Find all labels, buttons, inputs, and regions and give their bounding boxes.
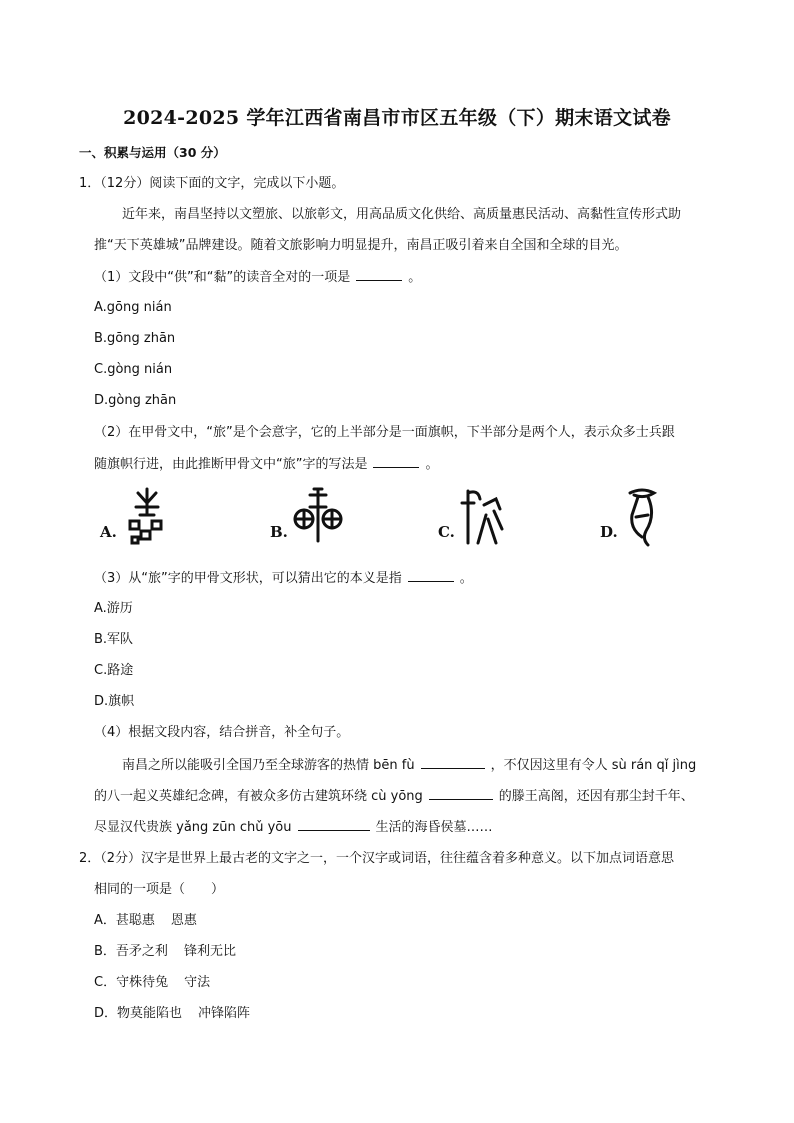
option-word-2: 冲锋陷阵 [198,1006,251,1021]
subquestion-3-end: 。 [459,571,473,586]
subquestion-4: （4）根据文段内容，结合拼音，补全句子。 [94,725,350,740]
option-label: C． [94,975,117,990]
oracle-glyph-a-icon [122,485,172,549]
fill-text: 的滕王高阁，还因有那尘封千年、 [498,789,694,804]
section-heading: 一、积累与运用（30 分） [79,145,226,160]
q2-option-a [94,911,197,931]
option-label: B． [94,944,116,959]
option-word-1: 守株待兔 [116,975,169,990]
option-word-1: 甚聪惠 [115,913,155,928]
option-d: D.gòng zhān [94,393,177,408]
oracle-glyph-b-icon [290,485,346,549]
subquestion-3 [94,568,473,589]
option-word-1: 物莫能陷也 [117,1006,183,1021]
answer-blank[interactable] [356,267,402,281]
option-c: C.gòng nián [94,362,173,377]
option-label: A． [94,913,116,928]
option-word-2: 锋利无比 [183,944,236,959]
option-word-2: 恩惠 [170,913,197,928]
fill-sentence-line-3 [94,817,493,838]
fill-sentence-line-2 [94,786,694,807]
fill-sentence-line-1 [122,755,696,776]
fill-text: 生活的海昏侯墓…… [375,820,493,835]
option-d: D.旗帜 [94,694,135,709]
subquestion-2-end: 。 [425,457,439,472]
passage-line-2: 推“天下英雄城”品牌建设。随着文旅影响力明显提升，南昌正吸引着来自全国和全球的目光。 [94,238,628,253]
glyph-label-a: A. [100,523,117,541]
glyph-options [100,483,700,553]
question-1-stem: 1．（12分）阅读下面的文字，完成以下小题。 [79,176,345,191]
subquestion-1-end: 。 [408,270,422,285]
q2-option-b [94,942,236,962]
glyph-label-d: D. [600,523,618,541]
option-b: B.gōng zhān [94,331,176,346]
subquestion-1 [94,267,421,288]
q2-option-c [94,973,210,993]
option-a: A.gōng nián [94,300,172,315]
passage-line-1: 近年来，南昌坚持以文塑旅、以旅彰文，用高品质文化供给、高质量惠民活动、高黏性宣传形式助 [122,207,682,222]
q2-option-d [94,1004,250,1024]
answer-blank[interactable] [421,755,485,769]
option-word-2: 守法 [184,975,211,990]
glyph-label-b: B. [270,523,288,541]
option-c: C.路途 [94,663,134,678]
option-label: D． [94,1006,118,1021]
subquestion-1-text: （1）文段中“供”和“黏”的读音全对的一项是 [94,270,351,285]
option-b: B.军队 [94,632,134,647]
option-a: A.游历 [94,601,133,616]
answer-blank[interactable] [298,817,370,831]
glyph-label-c: C. [438,523,455,541]
answer-blank[interactable] [408,568,454,582]
answer-blank[interactable] [429,786,493,800]
option-word-1: 吾矛之利 [115,944,168,959]
subquestion-2-text: 随旗帜行进，由此推断甲骨文中“旅”字的写法是 [94,457,368,472]
oracle-glyph-d-icon [622,485,662,549]
answer-blank[interactable] [373,454,419,468]
fill-text: 南昌之所以能吸引全国乃至全球游客的热情 bēn fù [122,758,415,773]
exam-title: 2024-2025 学年江西省南昌市市区五年级（下）期末语文试卷 [123,107,671,129]
subquestion-2-line-1: （2）在甲骨文中，“旅”是个会意字，它的上半部分是一面旗帜，下半部分是两个人，表示众多士兵跟 [94,425,675,440]
fill-text: ，不仅因这里有令人 sù rán qǐ jìng [490,758,697,773]
question-2-stem-line-2: 相同的一项是（ ） [94,882,225,897]
question-2-stem-line-1: 2．（2分）汉字是世界上最古老的文字之一，一个汉字或词语，往往蕴含着多种意义。以下加点词语意思 [79,851,675,866]
oracle-glyph-c-icon [456,485,506,549]
subquestion-3-text: （3）从“旅”字的甲骨文形状，可以猜出它的本义是指 [94,571,402,586]
subquestion-2-line-2 [94,454,439,475]
fill-text: 的八一起义英雄纪念碑，有被众多仿古建筑环绕 cù yōng [94,789,423,804]
fill-text: 尽显汉代贵族 yǎng zūn chǔ yōu [94,820,292,835]
